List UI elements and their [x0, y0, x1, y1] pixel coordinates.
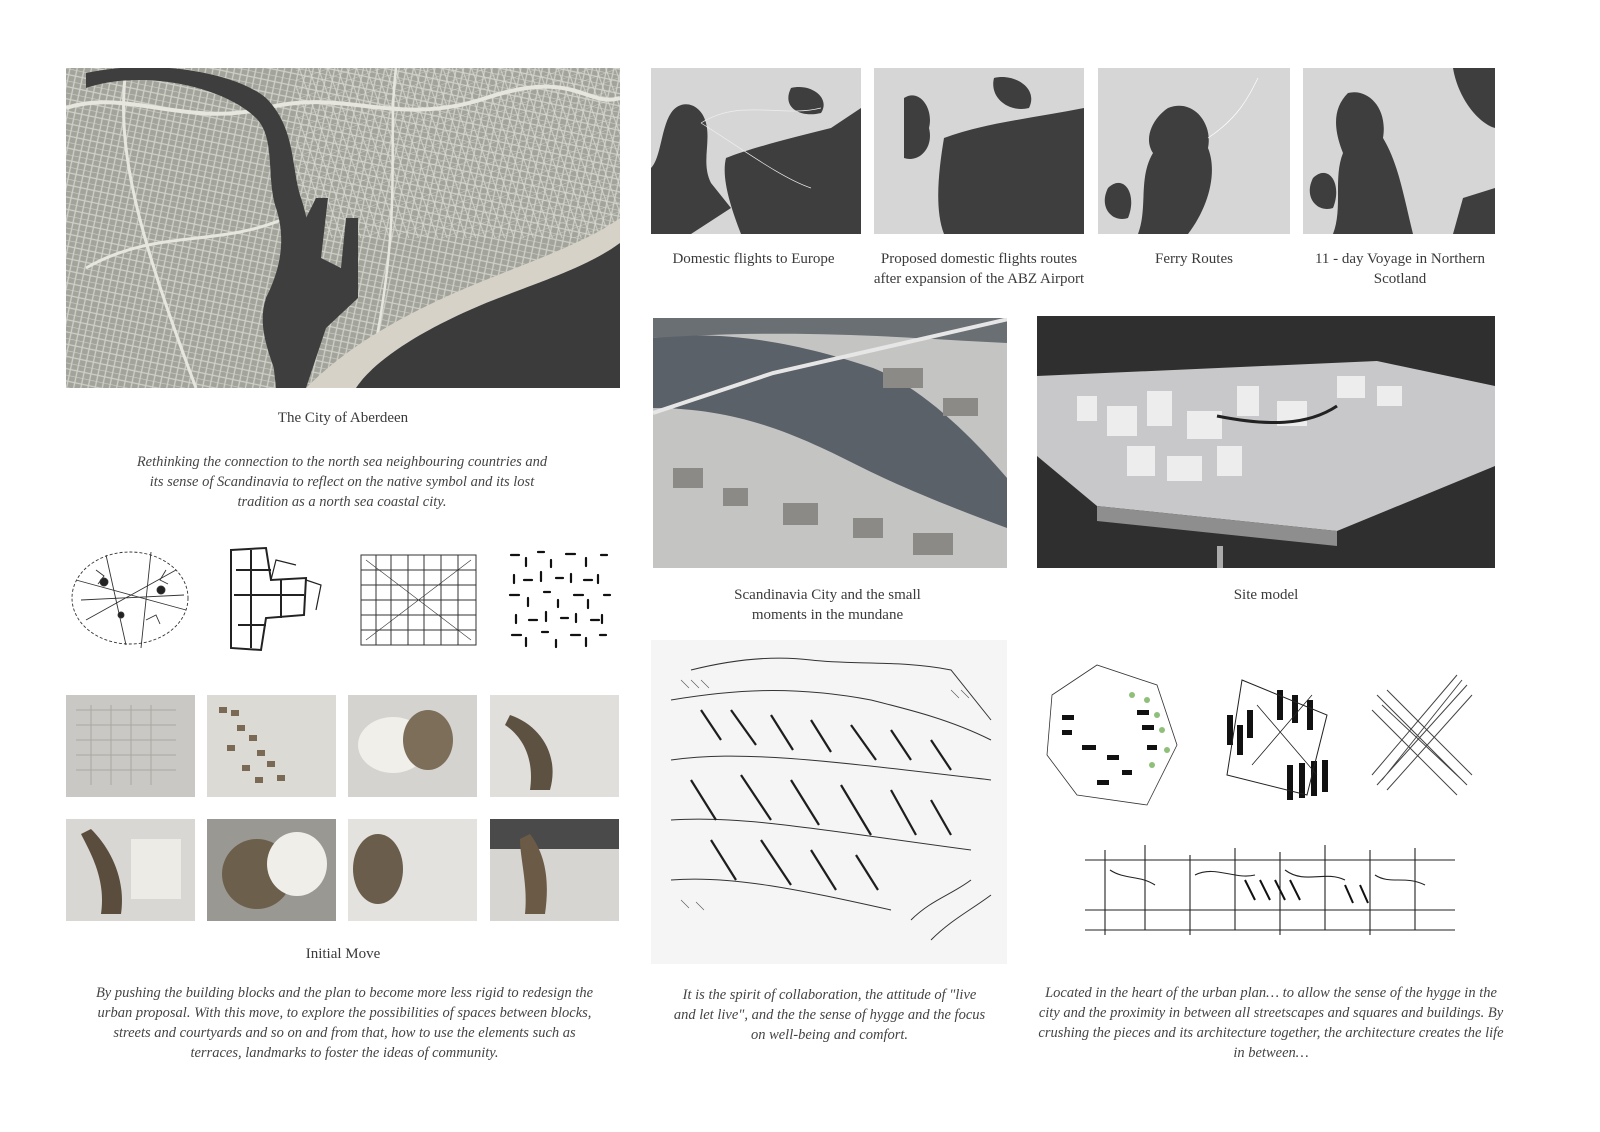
map-proposed-flights	[874, 68, 1084, 234]
section-sketch	[1085, 840, 1455, 942]
map-ferry-routes	[1098, 68, 1290, 234]
map-northern-voyage	[1303, 68, 1495, 234]
map-caption-ferry: Ferry Routes	[1155, 251, 1233, 267]
initial-move-caption: Initial Move	[305, 946, 381, 962]
model-photo-2	[207, 695, 336, 797]
grid-block-sketch	[231, 548, 321, 650]
urban-plan-diagrams	[1037, 655, 1495, 820]
sketch-paragraph: It is the spirit of collaboration, the attitude of "live and let live", and the the sense of hygge and the focus on well-being and comfort.	[673, 987, 986, 1043]
model-photo-1	[66, 695, 195, 797]
dense-grid-sketch	[361, 555, 476, 645]
organic-street-sketch	[72, 552, 188, 648]
model-photo-5	[66, 819, 195, 921]
street-pattern-sketches	[66, 540, 620, 660]
map-caption-domestic: Domestic flights to Europe	[672, 251, 835, 267]
map-caption-voyage: 11 - day Voyage in Northern Scotland	[1314, 251, 1486, 287]
urban-plan-paragraph: Located in the heart of the urban plan… to allow the sense of the hygge in the city and the proximity in between all streetscapes and squares and buildings. By crushing the pieces and its architecture together, the architecture creates the life in between…	[1038, 985, 1504, 1061]
aberdeen-city-map	[66, 68, 620, 388]
scattered-fragment-sketch	[510, 552, 610, 647]
city-photo-caption: Scandinavia City and the small moments in the mundane	[734, 587, 921, 623]
map-caption-proposed: Proposed domestic flights routes after expansion of the ABZ Airport	[873, 251, 1085, 287]
model-photo-4	[490, 695, 619, 797]
site-model-photo	[1037, 316, 1495, 568]
site-model-caption: Site model	[1233, 587, 1299, 603]
urban-plan-diagram-1	[1047, 665, 1177, 805]
city-map-caption: The City of Aberdeen	[277, 410, 409, 426]
perspective-hand-sketch	[651, 640, 1007, 964]
urban-plan-diagram-3	[1372, 675, 1472, 795]
map-domestic-flights	[651, 68, 861, 234]
initial-move-paragraph: By pushing the building blocks and the plan to become more less rigid to redesign the urban proposal. With this move, to explore the possibilities of spaces between blocks, streets and courtyards and so on and from that, how to use the elements such as terraces, landmarks to foster the ideas of community.	[95, 985, 594, 1061]
urban-plan-diagram-2	[1227, 680, 1328, 800]
model-photo-7	[348, 819, 477, 921]
model-photo-8	[490, 819, 619, 921]
model-photo-3	[348, 695, 477, 797]
scandinavia-city-photo	[653, 318, 1007, 568]
intro-paragraph: Rethinking the connection to the north sea neighbouring countries and its sense of Scandinavia to reflect on the native symbol and its lost tradition as a north sea coastal city.	[136, 454, 548, 510]
model-photo-6	[207, 819, 336, 921]
